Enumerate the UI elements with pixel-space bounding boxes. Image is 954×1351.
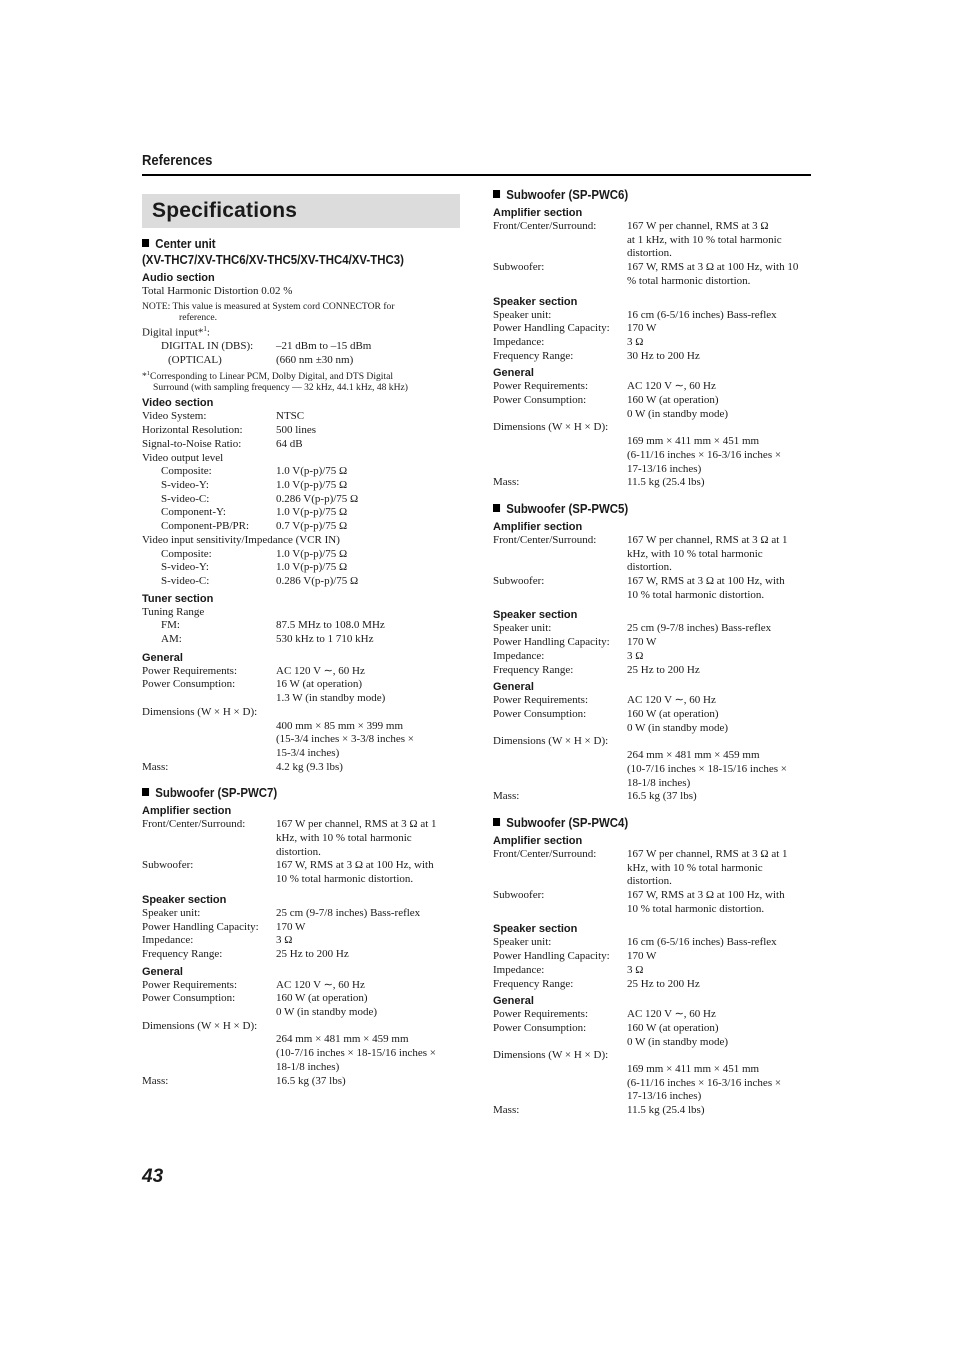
spec-label: Frequency Range:: [493, 663, 574, 676]
dimensions-value: 400 mm × 85 mm × 399 mm (15-3/4 inches × 3-3/8 inches × 15-3/4 inches): [276, 719, 414, 759]
dimensions-label: Dimensions (W × H × D):: [493, 735, 609, 748]
spec-row: [493, 964, 813, 978]
spec-label: Power Handling Capacity:: [493, 322, 610, 335]
spec-label: Front/Center/Surround:: [142, 818, 246, 831]
speaker-section-title: Speaker section: [493, 295, 578, 308]
spec-value: 25 Hz to 200 Hz: [627, 977, 700, 990]
spec-value: 11.5 kg (25.4 lbs): [627, 476, 705, 489]
spec-value: 1.0 V(p-p)/75 Ω: [276, 465, 348, 478]
spec-label: Mass:: [493, 1104, 520, 1117]
spec-row: [493, 1008, 813, 1022]
spec-row: DIGITAL IN (DBS): –21 dBm to –15 dBm: [161, 340, 372, 353]
spec-row: [142, 561, 462, 575]
dimensions-label: Dimensions (W × H × D):: [493, 1049, 609, 1062]
spec-row: [142, 992, 462, 1019]
spec-label: Front/Center/Surround:: [493, 533, 597, 546]
spec-row: [493, 790, 813, 804]
general-section-title: General: [142, 965, 183, 978]
general-section-title: General: [493, 367, 534, 380]
footnote-cont: Surround (with sampling frequency — 32 kHz, 44.1 kHz, 48 kHz): [153, 382, 408, 394]
spec-value: 1.0 V(p-p)/75 Ω: [276, 561, 348, 574]
spec-label: Mass:: [493, 476, 520, 489]
spec-value: 167 W per channel, RMS at 3 Ω at 1 kHz, with 10 % total harmonic distortion.: [627, 533, 788, 574]
spec-label: Component-Y:: [161, 506, 226, 519]
spec-label: Subwoofer:: [493, 261, 545, 274]
spec-label: Mass:: [142, 1074, 169, 1087]
spec-label: Subwoofer:: [493, 889, 545, 902]
spec-label: Power Handling Capacity:: [142, 920, 259, 933]
spec-value: 170 W: [276, 920, 306, 933]
spec-label: Frequency Range:: [493, 977, 574, 990]
spec-value: 1.0 V(p-p)/75 Ω: [276, 547, 348, 560]
right-column: [493, 187, 813, 1118]
subwoofer-block: [493, 501, 813, 804]
spec-value: 167 W, RMS at 3 Ω at 100 Hz, with 10 % total harmonic distortion.: [627, 261, 799, 287]
spec-row: [142, 506, 462, 520]
spec-value: 25 Hz to 200 Hz: [276, 947, 349, 960]
spec-row: [493, 848, 813, 889]
spec-value: 167 W, RMS at 3 Ω at 100 Hz, with 10 % total harmonic distortion.: [627, 575, 785, 601]
spec-label: S-video-Y:: [161, 478, 209, 491]
spec-row: [493, 708, 813, 735]
spec-row: [493, 978, 813, 992]
spec-row: [493, 1104, 813, 1118]
speaker-section-title: Speaker section: [493, 923, 578, 936]
spec-label: Subwoofer:: [493, 575, 545, 588]
spec-label: Power Requirements:: [493, 1008, 589, 1021]
spec-value: AC 120 V ∼, 60 Hz: [627, 380, 716, 393]
subwoofer-block: [142, 785, 462, 1088]
thd-line: Total Harmonic Distortion 0.02 %: [142, 285, 293, 297]
spec-row: [142, 907, 462, 921]
header-rule: [142, 174, 811, 176]
spec-row: [493, 664, 813, 678]
center-unit-heading: Center unit: [142, 236, 424, 252]
spec-row: [142, 859, 462, 886]
section-header: References: [142, 153, 213, 169]
subwoofer-heading: Subwoofer (SP-PWC7): [142, 785, 424, 801]
spec-label: Power Consumption:: [493, 1021, 587, 1034]
spec-row: [142, 921, 462, 935]
audio-section-title: Audio section: [142, 272, 215, 284]
audio-note: NOTE: This value is measured at System cord CONNECTOR for: [142, 300, 395, 312]
spec-row: [493, 575, 813, 602]
spec-label: Composite:: [161, 465, 212, 478]
dimensions-value: 169 mm × 411 mm × 451 mm (6-11/16 inches × 16-3/16 inches × 17-13/16 inches): [627, 1063, 782, 1103]
speaker-section-title: Speaker section: [493, 609, 578, 622]
spec-value: 500 lines: [276, 424, 317, 437]
left-column: [142, 236, 462, 1088]
speaker-section-title: Speaker section: [142, 893, 227, 906]
spec-row: [493, 261, 813, 288]
spec-label: Subwoofer:: [142, 859, 194, 872]
spec-label: AM:: [161, 633, 182, 646]
spec-row: [493, 936, 813, 950]
spec-value: 16.5 kg (37 lbs): [276, 1074, 346, 1087]
spec-row: [142, 1075, 462, 1089]
spec-value: 0.7 V(p-p)/75 Ω: [276, 520, 348, 533]
page-title: Specifications: [152, 199, 298, 222]
spec-value: 16 cm (6-5/16 inches) Bass-reflex: [627, 308, 777, 321]
spec-value: 30 Hz to 200 Hz: [627, 349, 700, 362]
spec-value: 25 cm (9-7/8 inches) Bass-reflex: [627, 622, 772, 635]
spec-value: 3 Ω: [627, 335, 644, 348]
spec-row: [493, 476, 813, 490]
dimensions-value: 264 mm × 481 mm × 459 mm (10-7/16 inches × 18-15/16 inches × 18-1/8 inches): [627, 749, 787, 789]
spec-row: [142, 493, 462, 507]
spec-label: Power Handling Capacity:: [493, 636, 610, 649]
spec-value: 167 W, RMS at 3 Ω at 100 Hz, with 10 % total harmonic distortion.: [276, 859, 434, 886]
spec-row: [493, 650, 813, 664]
spec-value: 167 W per channel, RMS at 3 Ω at 1 kHz, with 10 % total harmonic distortion.: [627, 220, 782, 260]
spec-label: Frequency Range:: [493, 349, 574, 362]
spec-label: Impedance:: [493, 335, 545, 348]
spec-value: 160 W (at operation) 0 W (in standby mode): [627, 707, 729, 734]
video-section-title: Video section: [142, 397, 214, 410]
tuning-range-label: Tuning Range: [142, 605, 205, 618]
spec-row: [142, 979, 462, 993]
square-bullet-icon: [493, 818, 500, 826]
spec-label: Power Requirements:: [493, 380, 589, 393]
spec-label: Frequency Range:: [142, 947, 223, 960]
spec-value: 3 Ω: [276, 934, 293, 947]
spec-row: [493, 322, 813, 336]
spec-value: 16.5 kg (37 lbs): [627, 790, 697, 803]
spec-row: [142, 465, 462, 479]
general-section-title: General: [142, 651, 183, 664]
page-number: 43: [142, 1166, 164, 1187]
spec-row: [142, 934, 462, 948]
spec-row: [142, 479, 462, 493]
audio-note-cont: reference.: [179, 311, 218, 323]
spec-value: 530 kHz to 1 710 kHz: [276, 633, 374, 646]
spec-value: AC 120 V ∼, 60 Hz: [627, 1008, 716, 1021]
spec-value: 170 W: [627, 636, 657, 649]
spec-label: Power Requirements:: [493, 694, 589, 707]
amplifier-section-title: Amplifier section: [493, 520, 583, 533]
spec-label: Mass:: [493, 790, 520, 803]
tuner-section-title: Tuner section: [142, 592, 214, 605]
spec-value: 64 dB: [276, 437, 303, 450]
subwoofer-heading: Subwoofer (SP-PWC6): [493, 187, 775, 203]
center-unit-models: (XV-THC7/XV-THC6/XV-THC5/XV-THC4/XV-THC3): [142, 252, 404, 267]
spec-row: [493, 622, 813, 636]
square-bullet-icon: [493, 190, 500, 198]
spec-row: [493, 336, 813, 350]
spec-value: 25 Hz to 200 Hz: [627, 663, 700, 676]
spec-label: Speaker unit:: [493, 308, 552, 321]
spec-label: Composite:: [161, 547, 212, 560]
spec-value: 160 W (at operation) 0 W (in standby mode): [276, 992, 378, 1019]
spec-value: 11.5 kg (25.4 lbs): [627, 1104, 705, 1117]
spec-value: 0.286 V(p-p)/75 Ω: [276, 492, 359, 505]
dimensions-value: 264 mm × 481 mm × 459 mm (10-7/16 inches × 18-15/16 inches × 18-1/8 inches): [276, 1033, 436, 1073]
spec-row: (OPTICAL) (660 nm ±30 nm): [168, 354, 354, 367]
spec-label: S-video-C:: [161, 574, 210, 587]
dimensions-value: 169 mm × 411 mm × 451 mm (6-11/16 inches × 16-3/16 inches × 17-13/16 inches): [627, 435, 782, 475]
spec-label: Front/Center/Surround:: [493, 847, 597, 860]
spec-value: 170 W: [627, 950, 657, 963]
spec-row: [493, 350, 813, 364]
spec-value: AC 120 V ∼, 60 Hz: [627, 694, 716, 707]
spec-value: 170 W: [627, 322, 657, 335]
spec-row: [493, 636, 813, 650]
spec-label: FM:: [161, 619, 180, 632]
spec-label: Power Handling Capacity:: [493, 950, 610, 963]
spec-label: Horizontal Resolution:: [142, 424, 243, 437]
spec-row: [493, 380, 813, 394]
square-bullet-icon: [142, 788, 149, 796]
general-section-title: General: [493, 995, 534, 1008]
spec-value: 167 W per channel, RMS at 3 Ω at 1 kHz, with 10 % total harmonic distortion.: [276, 818, 437, 858]
general-section-title: General: [493, 681, 534, 694]
amplifier-section-title: Amplifier section: [493, 207, 583, 219]
title-banner: [142, 194, 460, 228]
spec-row: [142, 575, 462, 589]
spec-row: [142, 424, 462, 438]
digital-input-label: Digital input*$^1$:: [142, 325, 210, 339]
spec-value: 3 Ω: [627, 649, 644, 662]
square-bullet-icon: [493, 504, 500, 512]
spec-row: [142, 633, 462, 647]
spec-label: Signal-to-Noise Ratio:: [142, 437, 242, 450]
spec-value: 87.5 MHz to 108.0 MHz: [276, 619, 385, 632]
spec-value: 167 W per channel, RMS at 3 Ω at 1 kHz, with 10 % total harmonic distortion.: [627, 847, 788, 888]
spec-label: Speaker unit:: [493, 936, 552, 949]
footnote: *$^1$Corresponding to Linear PCM, Dolby Digital, and DTS Digital: [142, 369, 394, 383]
amplifier-section-title: Amplifier section: [142, 805, 232, 818]
spec-row: [142, 520, 462, 534]
dimensions-label: Dimensions (W × H × D):: [142, 1019, 258, 1032]
spec-row: [493, 220, 813, 261]
dimensions-label: Dimensions (W × H × D):: [493, 421, 609, 434]
spec-row: [142, 619, 462, 633]
square-bullet-icon: [142, 239, 149, 247]
spec-value: 167 W, RMS at 3 Ω at 100 Hz, with 10 % total harmonic distortion.: [627, 889, 785, 915]
spec-value: 160 W (at operation) 0 W (in standby mode): [627, 1021, 729, 1048]
subwoofer-heading: Subwoofer (SP-PWC4): [493, 815, 775, 831]
spec-value: 1.0 V(p-p)/75 Ω: [276, 478, 348, 491]
spec-value: 25 cm (9-7/8 inches) Bass-reflex: [276, 906, 421, 919]
amplifier-section-title: Amplifier section: [493, 834, 583, 847]
spec-row: [493, 889, 813, 916]
subwoofer-heading: Subwoofer (SP-PWC5): [493, 501, 775, 517]
subwoofer-block: [493, 815, 813, 1118]
spec-label: Impedance:: [493, 963, 545, 976]
spec-label: S-video-C:: [161, 492, 210, 505]
spec-value: 1.0 V(p-p)/75 Ω: [276, 506, 348, 519]
spec-row: [142, 548, 462, 562]
spec-label: Speaker unit:: [493, 622, 552, 635]
spec-value: 3 Ω: [627, 963, 644, 976]
spec-row: [493, 309, 813, 323]
spec-value: 16 cm (6-5/16 inches) Bass-reflex: [627, 936, 777, 949]
spec-value: AC 120 V ∼, 60 Hz: [276, 978, 365, 991]
spec-label: S-video-Y:: [161, 561, 209, 574]
spec-label: Power Consumption:: [493, 707, 587, 720]
spec-row: [493, 1022, 813, 1049]
video-input-label: Video input sensitivity/Impedance (VCR IN): [142, 533, 340, 546]
spec-label: Front/Center/Surround:: [493, 220, 597, 232]
subwoofer-block: [493, 187, 813, 490]
spec-row: [493, 534, 813, 575]
dimensions-label: Dimensions (W × H × D):: [142, 705, 258, 718]
spec-row: Mass: 4.2 kg (9.3 lbs): [142, 760, 343, 773]
spec-value: 0.286 V(p-p)/75 Ω: [276, 574, 359, 587]
spec-label: Impedance:: [493, 649, 545, 662]
spec-value: NTSC: [276, 410, 305, 423]
spec-label: Impedance:: [142, 934, 194, 947]
spec-row: [142, 948, 462, 962]
spec-row: [493, 394, 813, 421]
spec-label: Speaker unit:: [142, 906, 201, 919]
spec-label: Power Consumption:: [493, 394, 587, 407]
spec-value: 160 W (at operation) 0 W (in standby mode): [627, 394, 729, 420]
spec-row: Power Requirements: AC 120 V ∼, 60 Hz: [142, 664, 365, 677]
spec-label: Power Requirements:: [142, 978, 238, 991]
spec-row: [493, 950, 813, 964]
spec-label: Power Consumption:: [142, 992, 236, 1005]
spec-label: Component-PB/PR:: [161, 520, 250, 533]
video-output-label: Video output level: [142, 451, 224, 464]
spec-row: [142, 818, 462, 859]
spec-row: [142, 438, 462, 452]
spec-row: [493, 694, 813, 708]
spec-row: [142, 410, 462, 424]
spec-row: Power Consumption: 16 W (at operation) 1.3 W (in standby mode): [142, 678, 386, 705]
spec-label: Video System:: [142, 410, 207, 423]
